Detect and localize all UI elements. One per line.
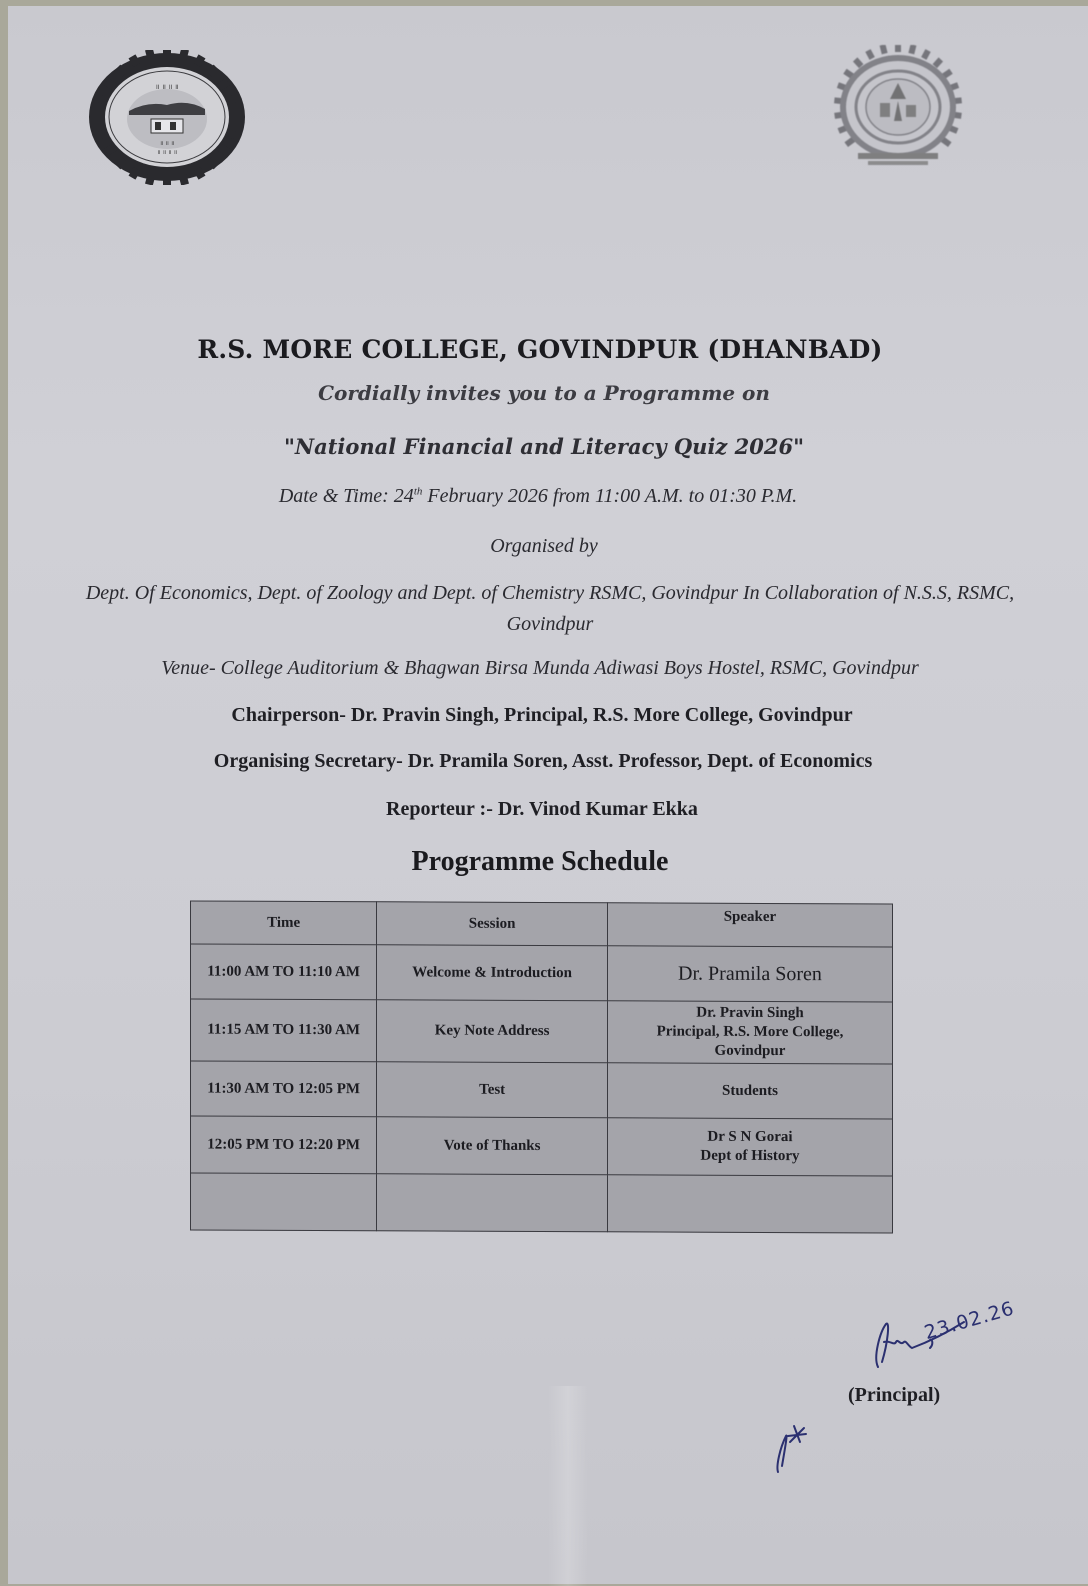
- schedule-heading: Programme Schedule: [411, 846, 669, 877]
- cell-session: Key Note Address: [377, 1000, 608, 1063]
- event-title: "National Financial and Literacy Quiz 2026": [283, 434, 805, 459]
- college-logo-left: [87, 50, 247, 185]
- reporteur-line: Reporteur :- Dr. Vinod Kumar Ekka: [386, 798, 698, 820]
- organising-secretary-line: Organising Secretary- Dr. Pramila Soren, Asst. Professor, Dept. of Economics: [213, 750, 873, 772]
- header-time: Time: [191, 901, 377, 945]
- header-session: Session: [377, 902, 608, 946]
- table-row-empty: [191, 1173, 893, 1233]
- cell-speaker: Dr. Pramila Soren: [607, 946, 892, 1002]
- date-superscript: th: [413, 485, 423, 498]
- cell-time: 11:00 AM TO 11:10 AM: [191, 944, 377, 1000]
- date-time-line: [0, 485, 1082, 508]
- speaker-line: Govindpur: [714, 1042, 786, 1060]
- speaker-line: Principal, R.S. More College,: [656, 1023, 844, 1041]
- organisers-text: Dept. Of Economics, Dept. of Zoology and Dept. of Chemistry RSMC, Govindpur In Collaboration of N.S.S, RSMC, Govindpur: [85, 582, 1015, 635]
- cell-speaker: Students: [607, 1063, 892, 1119]
- cell-session: [377, 1174, 608, 1232]
- table-header-row: [191, 901, 893, 947]
- table-row: [191, 1061, 893, 1119]
- college-name-heading: R.S. MORE COLLEGE, GOVINDPUR (DHANBAD): [197, 335, 883, 364]
- cell-time: 11:15 AM TO 11:30 AM: [191, 999, 377, 1062]
- principal-label: (Principal): [848, 1384, 941, 1406]
- university-logo-right: [818, 45, 978, 180]
- signature-date: 23.02.26: [921, 1297, 1018, 1344]
- date-prefix: Date & Time: 24: [278, 485, 414, 507]
- invitation-line: Cordially invites you to a Programme on: [318, 381, 770, 405]
- cell-speaker: [607, 1175, 892, 1233]
- speaker-line: Dr. Pravin Singh: [696, 1004, 804, 1022]
- cell-time: 11:30 AM TO 12:05 PM: [191, 1061, 377, 1117]
- cell-session: Vote of Thanks: [377, 1117, 608, 1175]
- programme-schedule-table: [190, 900, 893, 1233]
- date-suffix: February 2026 from 11:00 A.M. to 01:30 P.M.: [422, 485, 798, 507]
- venue-line: Venue- College Auditorium & Bhagwan Birsa Munda Adiwasi Boys Hostel, RSMC, Govindpur: [161, 657, 919, 679]
- cell-time: [191, 1173, 377, 1231]
- table-row: [191, 944, 893, 1002]
- header-speaker: Speaker: [607, 903, 892, 947]
- cell-speaker: [607, 1001, 892, 1064]
- svg-text:॥ ॥ ॥: ॥ ॥ ॥: [159, 140, 175, 147]
- cell-session: Test: [377, 1062, 608, 1118]
- table-row: [191, 1116, 893, 1176]
- table-row: [191, 999, 893, 1064]
- handwritten-initials: [770, 1418, 830, 1478]
- speaker-line: Dept of History: [700, 1147, 800, 1165]
- cell-speaker: [607, 1118, 892, 1176]
- speaker-line: Dr S N Gorai: [707, 1128, 793, 1146]
- chairperson-line: Chairperson- Dr. Pravin Singh, Principal, R.S. More College, Govindpur: [231, 704, 853, 726]
- svg-text:॥ ॥ ॥ ॥: ॥ ॥ ॥ ॥: [155, 83, 179, 91]
- organised-by-label: Organised by: [490, 535, 598, 557]
- cell-time: 12:05 PM TO 12:20 PM: [191, 1116, 377, 1174]
- cell-session: Welcome & Introduction: [377, 945, 608, 1001]
- svg-text:॥ ॥ ॥ ॥: ॥ ॥ ॥ ॥: [156, 149, 178, 156]
